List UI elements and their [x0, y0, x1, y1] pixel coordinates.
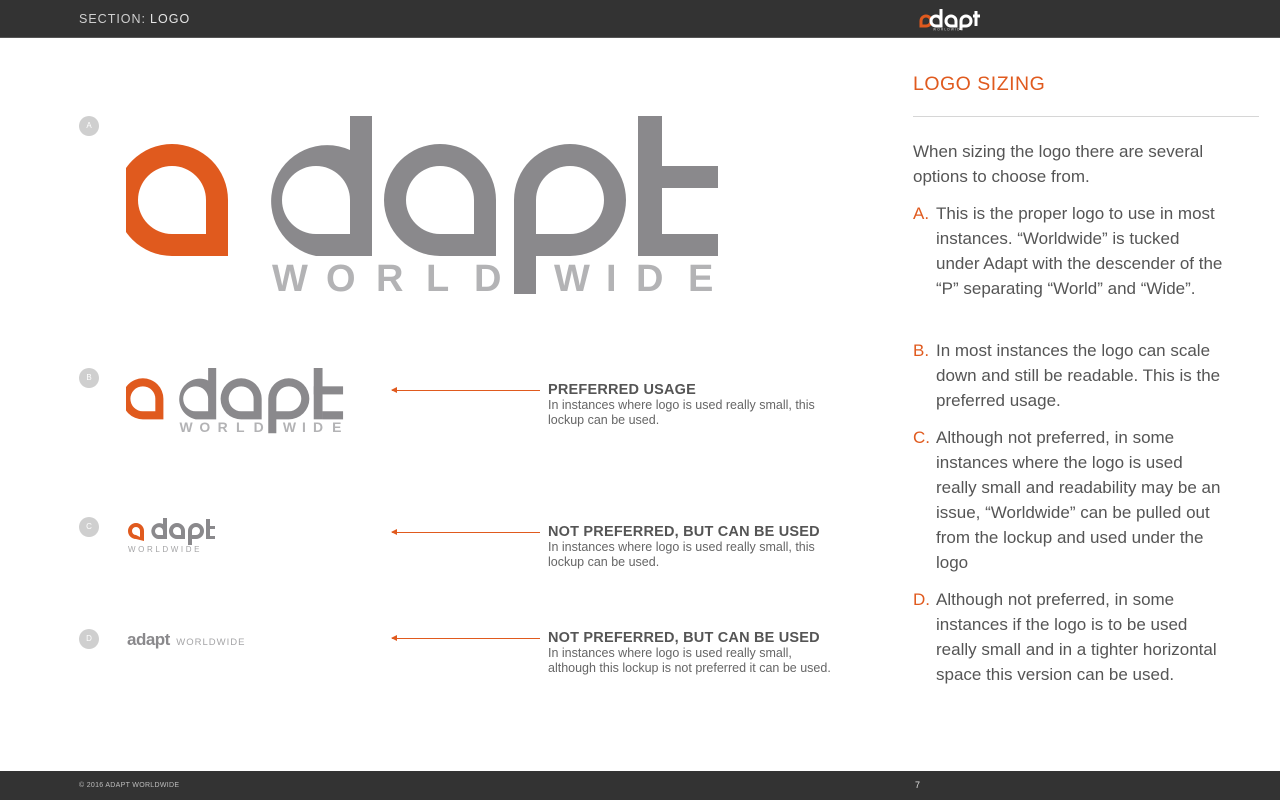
logo-d-wordmark: adapt	[127, 630, 170, 649]
item-text: Although not preferred, in some instances where the logo is used really small and readability may be an issue, “Worldwide” can be pulled out from the lockup and used under the logo	[936, 428, 1221, 572]
marker-a: A	[79, 116, 99, 136]
svg-text:E: E	[332, 419, 342, 434]
sidebar-intro: When sizing the logo there are several options to choose from.	[913, 142, 1204, 186]
callout-c	[548, 525, 838, 570]
sidebar-item-a	[913, 201, 1243, 301]
logo-horizontal-small	[127, 630, 245, 650]
callout-title: PREFERRED USAGE	[548, 382, 697, 398]
footer-bar	[0, 771, 1280, 800]
svg-text:O: O	[326, 258, 356, 296]
callout-desc: In instances where logo is used really small, this lockup can be used.	[548, 398, 815, 427]
item-text: This is the proper logo to use in most instances. “Worldwide” is tucked under Adapt with the descender of the “P” separating “World” and “Wide”.	[936, 204, 1223, 298]
top-bar	[0, 0, 1280, 38]
header-brand-logo	[913, 7, 993, 31]
sidebar-item-c	[913, 425, 1243, 575]
svg-text:I: I	[606, 258, 617, 296]
section-prefix: SECTION:	[79, 12, 147, 26]
callout-desc: In instances where logo is used really small, this lockup can be used.	[548, 540, 815, 569]
svg-text:W: W	[282, 419, 297, 434]
copyright: © 2016 ADAPT WORLDWIDE	[79, 782, 180, 789]
marker-b: B	[79, 368, 99, 388]
item-letter: B.	[913, 341, 930, 360]
svg-text:I: I	[302, 419, 306, 434]
item-text: Although not preferred, in some instances if the logo is to be used really small and in a tighter horizontal space this version can be used.	[936, 590, 1217, 684]
svg-text:L: L	[236, 419, 245, 434]
section-label	[79, 12, 190, 26]
sidebar-heading: LOGO SIZING	[913, 73, 1046, 95]
arrow-b	[392, 390, 540, 391]
svg-text:D: D	[313, 419, 324, 434]
callout-title: NOT PREFERRED, BUT CAN BE USED	[548, 630, 820, 646]
svg-text:W: W	[554, 258, 590, 296]
arrow-d	[392, 638, 540, 639]
logo-preferred	[126, 368, 346, 434]
sidebar-item-b	[913, 338, 1243, 413]
item-text: In most instances the logo can scale down and still be readable. This is the preferred usage.	[936, 341, 1221, 410]
item-letter: A.	[913, 204, 930, 223]
svg-text:W: W	[179, 419, 193, 434]
svg-text:WORLDWIDE: WORLDWIDE	[128, 545, 203, 554]
svg-text:E: E	[688, 258, 714, 296]
divider	[913, 116, 1259, 117]
callout-title: NOT PREFERRED, BUT CAN BE USED	[548, 524, 820, 540]
logo-stacked-small	[127, 515, 217, 555]
marker-c: C	[79, 517, 99, 537]
item-letter: C.	[913, 428, 930, 447]
sidebar-item-d	[913, 587, 1243, 687]
page-number: 7	[915, 780, 921, 790]
callout-desc: In instances where logo is used really small, although this lockup is not preferred it can be used.	[548, 646, 831, 675]
svg-text:W: W	[272, 258, 308, 296]
svg-text:D: D	[636, 258, 664, 296]
svg-text:WORLDWIDE: WORLDWIDE	[933, 27, 964, 31]
arrow-c	[392, 532, 540, 533]
marker-d: D	[79, 629, 99, 649]
logo-d-sub: WORLDWIDE	[176, 637, 246, 648]
svg-text:D: D	[253, 419, 264, 434]
svg-text:O: O	[199, 419, 211, 434]
callout-b	[548, 383, 838, 428]
item-letter: D.	[913, 590, 930, 609]
svg-text:R: R	[217, 419, 228, 434]
svg-text:L: L	[426, 258, 450, 296]
section-name: LOGO	[150, 12, 191, 26]
svg-text:R: R	[376, 258, 404, 296]
callout-d	[548, 631, 838, 676]
svg-text:D: D	[474, 258, 502, 296]
logo-large	[126, 116, 726, 296]
